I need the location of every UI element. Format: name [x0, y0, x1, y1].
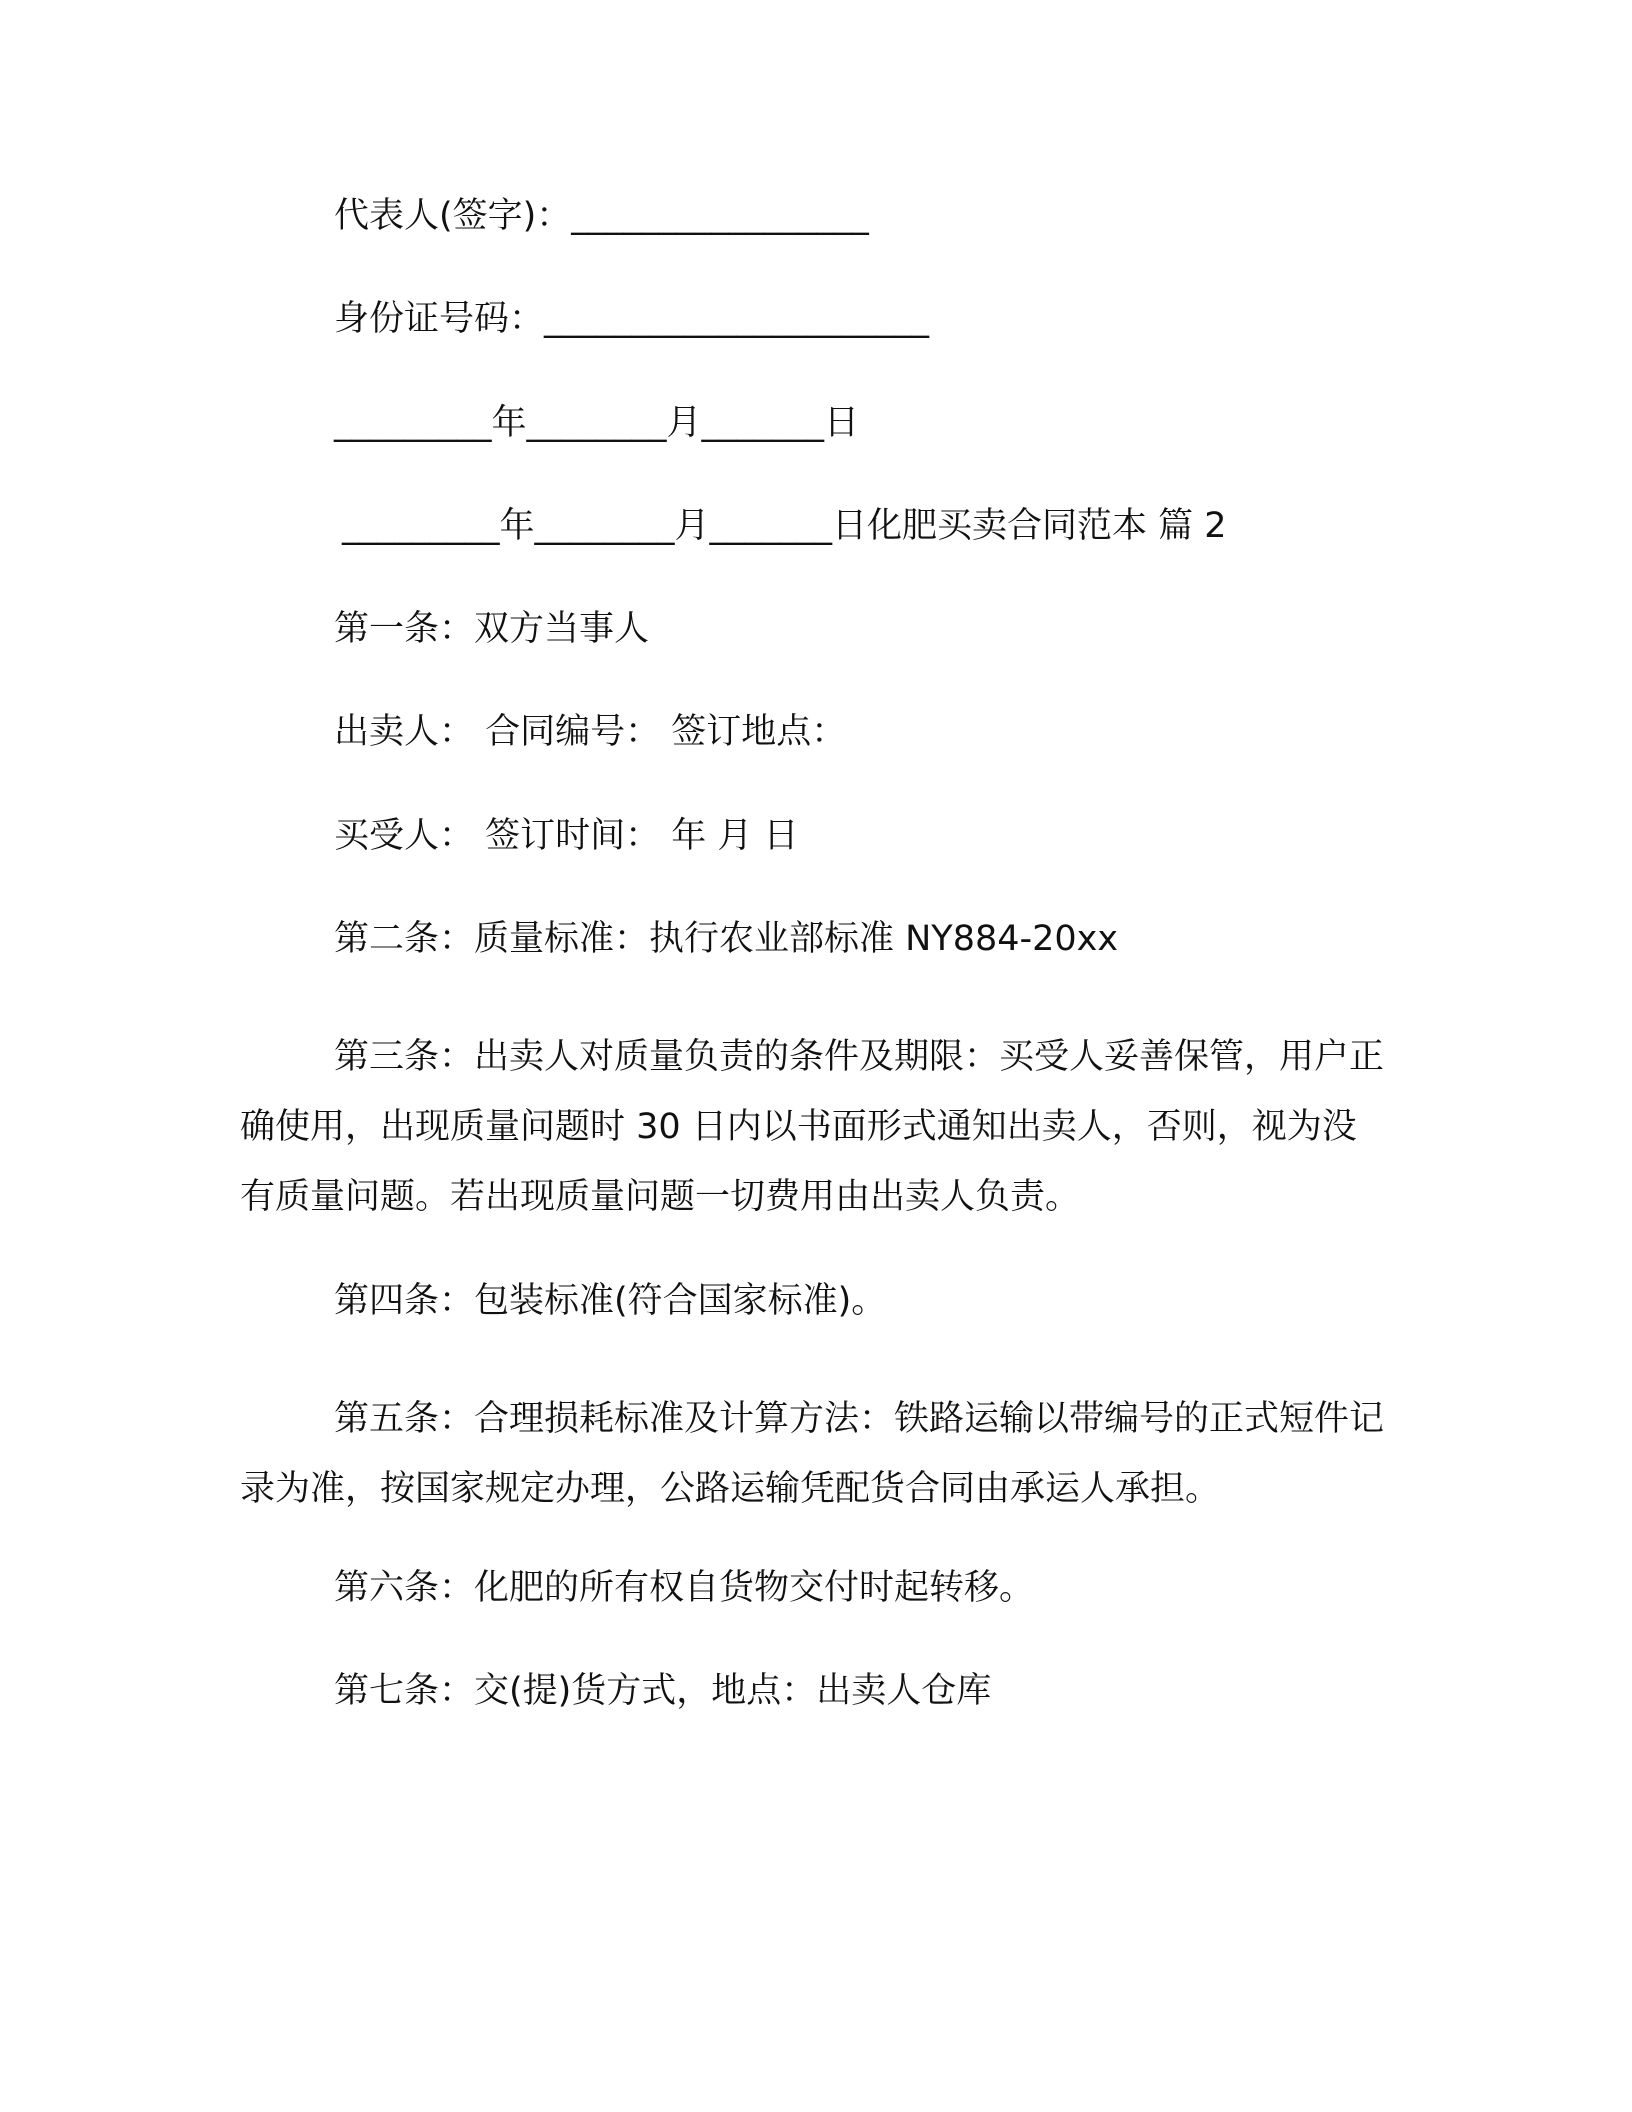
- article-7: 第七条：交(提)货方式，地点：出卖人仓库: [334, 1671, 992, 1711]
- article-1: 第一条：双方当事人: [334, 609, 650, 649]
- date-line: _________年________月_______日: [334, 403, 860, 443]
- section-title: _________年________月_______日化肥买卖合同范本 篇 2: [342, 506, 1227, 546]
- article-5: 第五条：合理损耗标准及计算方法：铁路运输以带编号的正式短件记录为准，按国家规定办理，公路运输凭配货合同由承运人承担。: [240, 1399, 1385, 1509]
- id-number-line: 身份证号码：______________________: [334, 299, 930, 339]
- representative-signature-line: 代表人(签字)：_________________: [334, 196, 869, 236]
- article-4: 第四条：包装标准(符合国家标准)。: [334, 1281, 887, 1321]
- article-2: 第二条：质量标准：执行农业部标准 NY884-20xx: [334, 919, 1119, 959]
- article-3: 第三条：出卖人对质量负责的条件及期限：买受人妥善保管，用户正确使用，出现质量问题时 30 日内以书面形式通知出卖人，否则，视为没有质量问题。若出现质量问题一切费用由出卖人负责。: [240, 1037, 1385, 1217]
- buyer-info-line: 买受人： 签订时间： 年 月 日: [334, 816, 799, 856]
- article-6: 第六条：化肥的所有权自货物交付时起转移。: [334, 1568, 1035, 1608]
- seller-info-line: 出卖人： 合同编号： 签订地点：: [334, 712, 847, 752]
